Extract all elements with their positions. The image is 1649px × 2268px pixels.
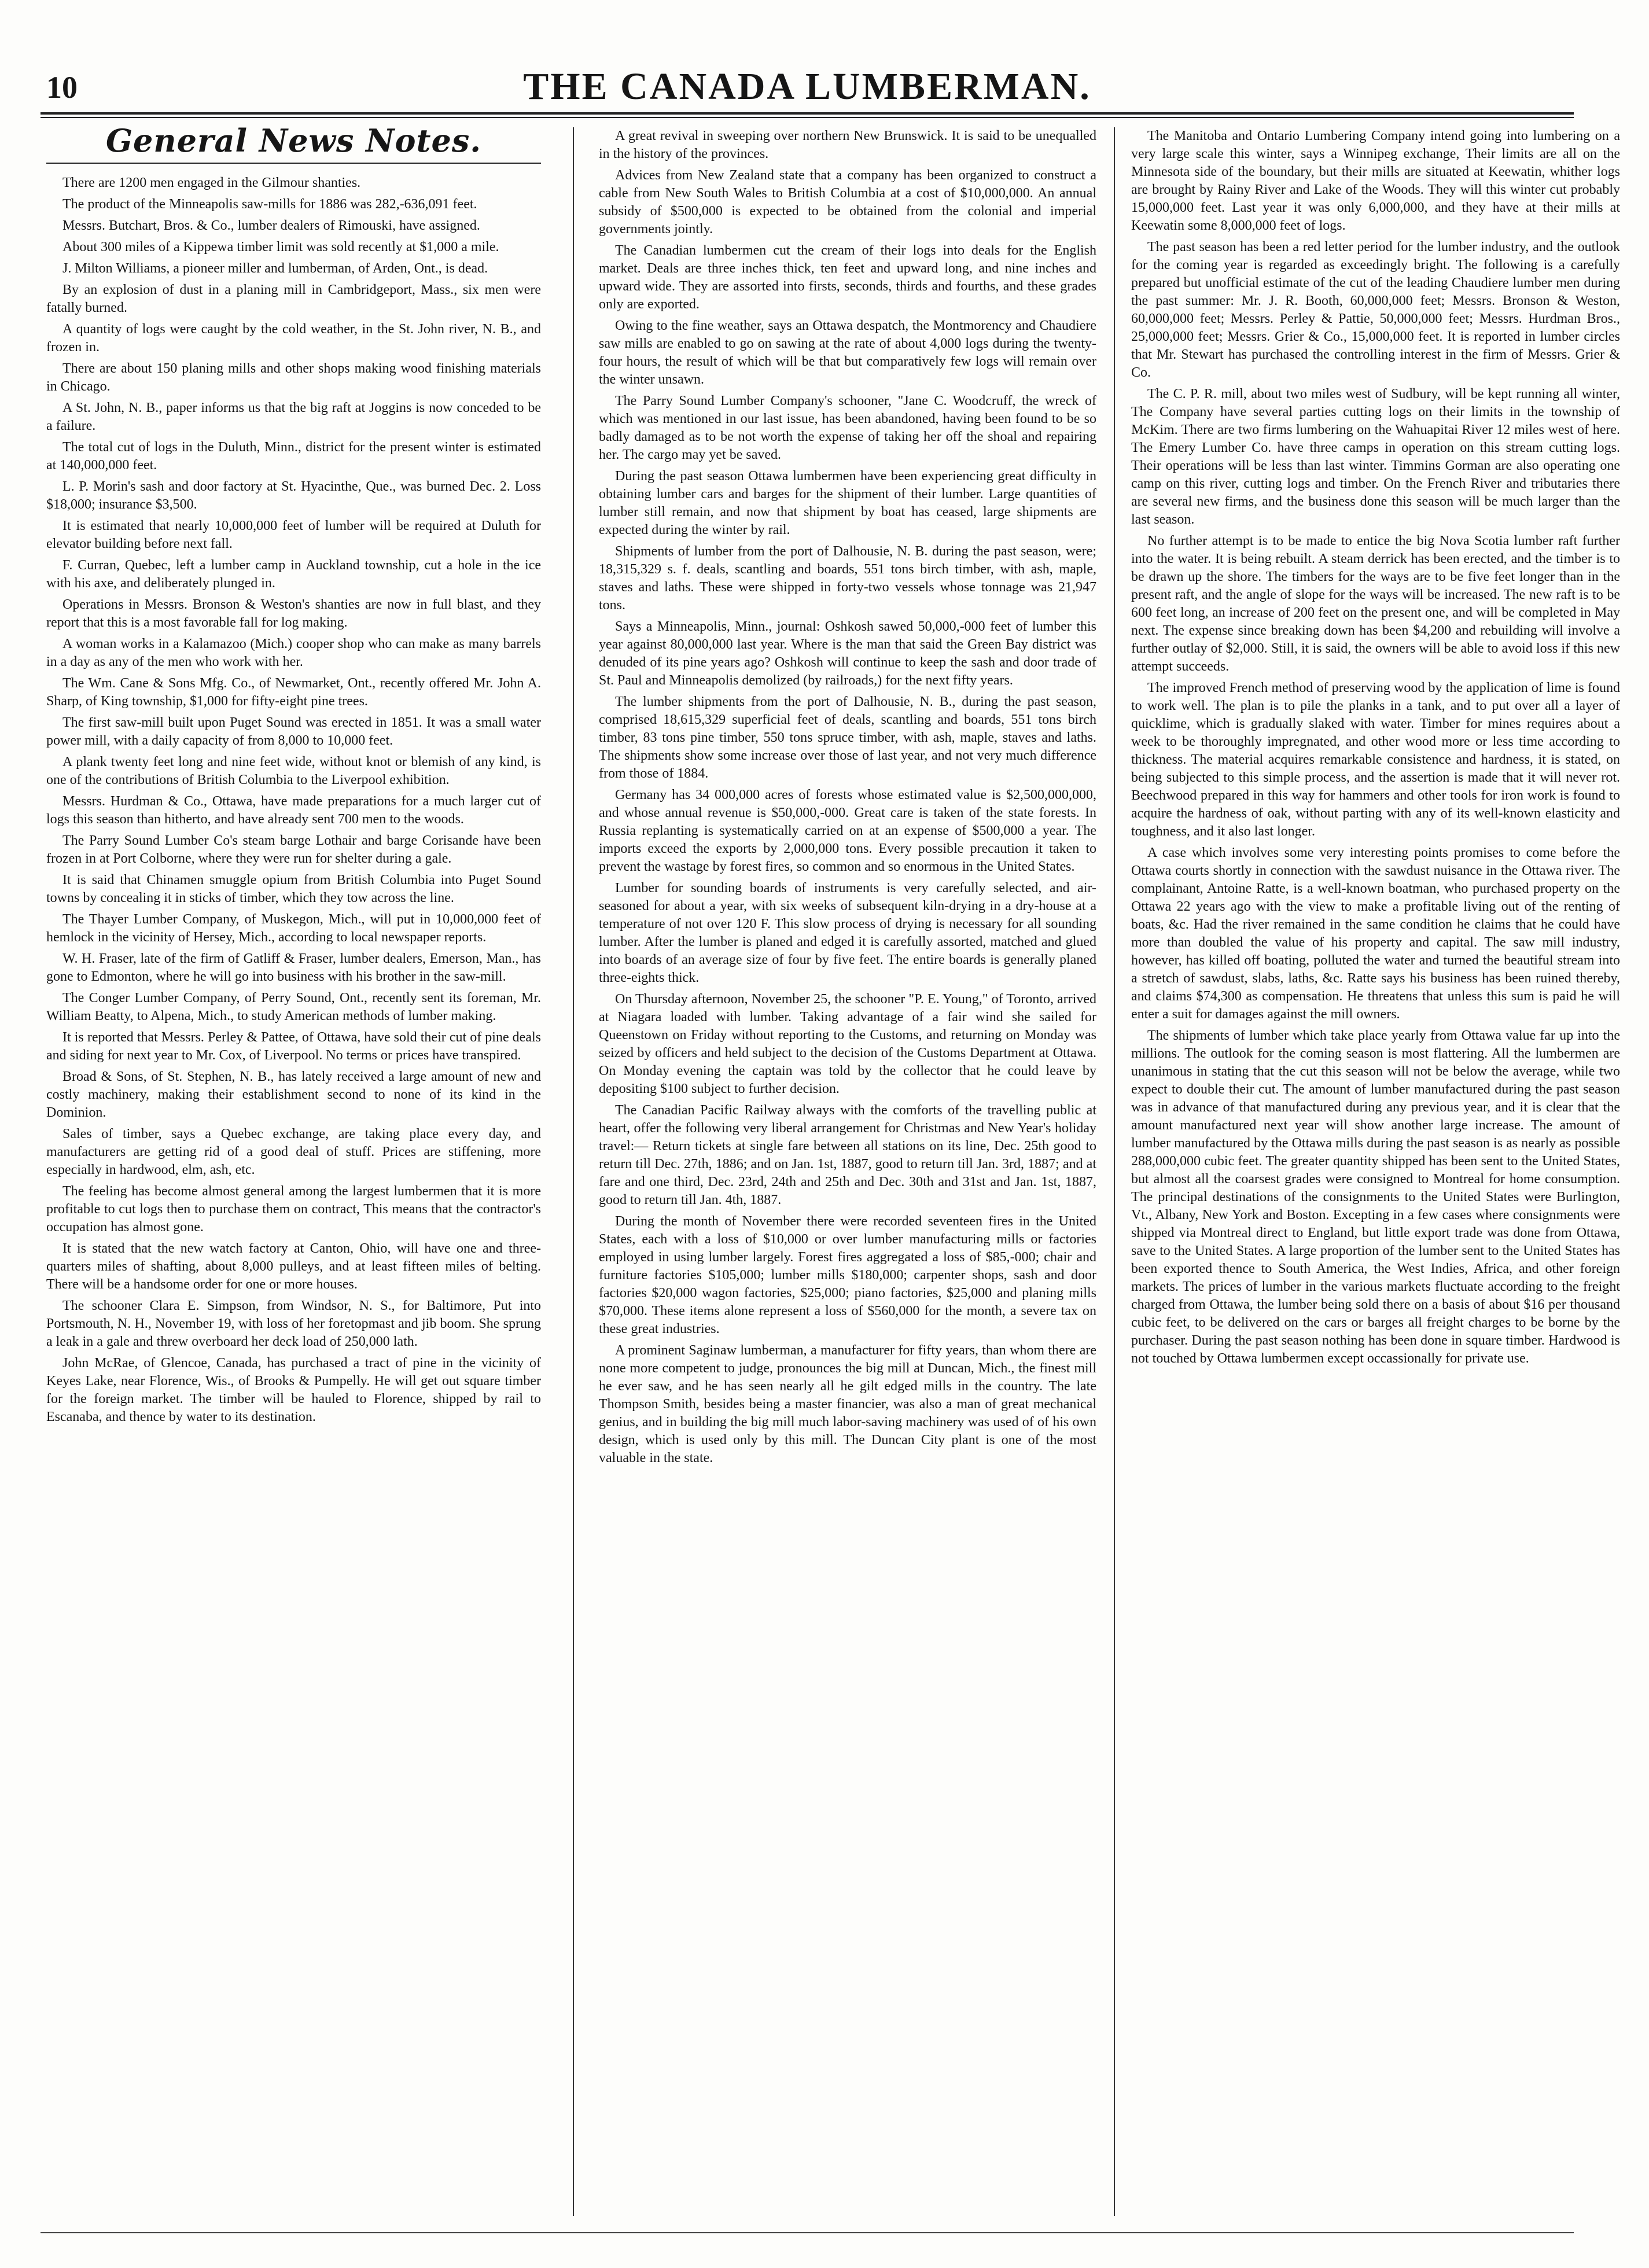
news-item: A great revival in sweeping over northern New Brunswick. It is said to be unequalled in the history of the provinces. (599, 128, 1096, 161)
news-item: During the month of November there were recorded seventeen fires in the United States, each with a loss of $10,000 or over lumber manufacturing mills or factories employed in using lumber largely. Forest fires aggregated a loss of $85,-000; chair and furniture factories $105,000; lumber mills $180,000; carpenter shops, sash and door factories $20,000 wagon factories, $25,000; piano factories, $25,000 and planing mills $70,000. These items alone represent a loss of $560,000 for the month, a severe tax on these great industries. (599, 1214, 1096, 1337)
news-item: The first saw-mill built upon Puget Sound was erected in 1851. It was a small water power mill, with a daily capacity of from 8,000 to 10,000 feet. (46, 715, 541, 748)
masthead-title: THE CANADA LUMBERMAN. (523, 65, 1091, 108)
news-item: It is reported that Messrs. Perley & Pattee, of Ottawa, have sold their cut of pine deals and siding for next year to Mr. Cox, of Liverpool. No terms or prices have transpired. (46, 1030, 541, 1063)
news-item: The Canadian Pacific Railway always with the comforts of the travelling public at heart, offer the following very liberal arrangement for Christmas and New Year's holiday travel:— Return tickets at single fare between all stations on its line, Dec. 25th good to return till Dec. 27th, 1886; and on Jan. 1st, 1887, good to return till Jan. 3rd, 1887; and at fare and one third, Dec. 23rd, 24th and 25th and Dec. 30th and 31st and Jan. 1st, 1887, good to return till Jan. 4th, 1887. (599, 1103, 1096, 1207)
news-item: The Thayer Lumber Company, of Muskegon, Mich., will put in 10,000,000 feet of hemlock in the vicinity of Hersey, Mich., according to local newspaper reports. (46, 912, 541, 945)
news-item: Shipments of lumber from the port of Dalhousie, N. B. during the past season, were; 18,315,329 s. f. deals, scantling and boards, 551 tons birch timber, with ash, maple, staves and laths. These were shipped in forty-two vessels whose tonnage was 21,947 tons. (599, 544, 1096, 613)
news-item: The Parry Sound Lumber Co's steam barge Lothair and barge Corisande have been frozen in at Port Colborne, where they were run for shelter during a gale. (46, 833, 541, 866)
news-item: By an explosion of dust in a planing mill in Cambridgeport, Mass., six men were fatally burned. (46, 282, 541, 315)
news-item: On Thursday afternoon, November 25, the schooner "P. E. Young," of Toronto, arrived at Niagara loaded with lumber. Taking advantage of a fair wind she sailed for Queenstown on Friday without reporting to the Customs, and returning on Monday was seized by officers and held subject to the decision of the Customs Department at Ottawa. On Monday evening the captain was told by the collector that he could leave by depositing $100 subject to further decision. (599, 992, 1096, 1096)
news-item: There are about 150 planing mills and other shops making wood finishing materials in Chicago. (46, 361, 541, 394)
news-item: Operations in Messrs. Bronson & Weston's shanties are now in full blast, and they report that this is a most favorable fall for log making. (46, 597, 541, 630)
footer-rule (41, 2232, 1574, 2233)
news-item: There are 1200 men engaged in the Gilmour shanties. (62, 175, 361, 190)
news-item: The Parry Sound Lumber Company's schooner, "Jane C. Woodcruff, the wreck of which was mentioned in our last issue, has been abandoned, having been found to be so badly damaged as to be not worth the expense of taking her off the shoal and repairing her. The cargo may yet be saved. (599, 393, 1096, 462)
news-item: The past season has been a red letter period for the lumber industry, and the outlook for the coming year is regarded as exceedingly bright. The following is a carefully prepared but unofficial estimate of the cut of the leading Chaudiere lumber men during the past summer: Mr. J. R. Booth, 60,000,000 feet; Messrs. Bronson & Weston, 60,000,000 feet; Messrs. Perley & Pattie, 50,000,000 feet; Messrs. Hurdman Bros., 25,000,000 feet; Messrs. Grier & Co., 15,000,000 feet. It is reported in lumber circles that Mr. Stewart has purchased the controlling interest in the firm of Messrs. Grier & Co. (1131, 240, 1620, 380)
news-item: A prominent Saginaw lumberman, a manufacturer for fifty years, than whom there are none more competent to judge, pronounces the big mill at Duncan, Mich., the finest mill he ever saw, and he has seen nearly all he gilt edged mills in the country. The late Thompson Smith, besides being a master financier, was also a man of great mechanical genius, and in building the big mill much labor-saving machinery was used of of his own design, which is used only by this mill. The Duncan City plant is one of the most valuable in the state. (599, 1343, 1096, 1466)
column-3 (1131, 127, 1620, 2222)
news-item: The feeling has become almost general among the largest lumbermen that it is more profitable to cut logs then to purchase them on contract, This means that the contractor's occupation has almost gone. (46, 1184, 541, 1235)
news-item: A St. John, N. B., paper informs us that the big raft at Joggins is now conceded to be a failure. (46, 400, 541, 433)
news-item: Advices from New Zealand state that a company has been organized to construct a cable from New South Wales to British Columbia at a cost of $10,000,000. An annual subsidy of $500,000 is expected to be obtained from the colonial and imperial governments jointly. (599, 168, 1096, 237)
news-item: The Canadian lumbermen cut the cream of their logs into deals for the English market. Deals are three inches thick, ten feet and upward long, and nine inches and upward wide. They are assorted into firsts, seconds, thirds and fourths, and these grades only are exported. (599, 243, 1096, 312)
news-item: A quantity of logs were caught by the cold weather, in the St. John river, N. B., and frozen in. (46, 322, 541, 355)
section-title: General News Notes. (105, 127, 482, 159)
news-item: The product of the Minneapolis saw-mills for 1886 was 282,-636,091 feet. (62, 197, 477, 212)
news-item: Broad & Sons, of St. Stephen, N. B., has lately received a large amount of new and costly machinery, making their establishment second to none of its kind in the Dominion. (46, 1069, 541, 1120)
news-item: Messrs. Hurdman & Co., Ottawa, have made preparations for a much larger cut of logs this season than hitherto, and have already sent 700 men to the woods. (46, 794, 541, 827)
news-item: Owing to the fine weather, says an Ottawa despatch, the Montmorency and Chaudiere saw mills are enabled to go on sawing at the rate of about 4,000 logs during the twenty-four hours, the result of which will be that but comparatively few logs will remain over the winter unsawn. (599, 318, 1096, 387)
header-rule-thin (41, 117, 1574, 118)
news-item: Says a Minneapolis, Minn., journal: Oshkosh sawed 50,000,-000 feet of lumber this year against 80,000,000 last year. Where is the man that said the Green Bay district was denuded of its pine years ago? Oshkosh will continue to keep the sash and door trade of St. Paul and Minneapolis demolized (by railroads,) for the next fifty years. (599, 619, 1096, 688)
column-divider (573, 127, 574, 2216)
news-item: The Wm. Cane & Sons Mfg. Co., of Newmarket, Ont., recently offered Mr. John A. Sharp, of King township, $1,000 for fifty-eight pine trees. (46, 676, 541, 709)
news-item: Sales of timber, says a Quebec exchange, are taking place every day, and manufacturers are getting rid of a good deal of stuff. Prices are stiffening, more especially in hardwood, elm, ash, etc. (46, 1126, 541, 1177)
section-title-rule (46, 163, 541, 164)
header-rule (41, 112, 1574, 115)
news-item: The total cut of logs in the Duluth, Minn., district for the present winter is estimated at 140,000,000 feet. (46, 440, 541, 473)
news-item: It is stated that the new watch factory at Canton, Ohio, will have one and three-quarters miles of shafting, about 8,000 pulleys, and at least fifteen miles of belting. There will be a handsome order for one or more houses. (46, 1241, 541, 1292)
news-item: It is estimated that nearly 10,000,000 feet of lumber will be required at Duluth for elevator building before next fall. (46, 518, 541, 551)
news-item: The Conger Lumber Company, of Perry Sound, Ont., recently sent its foreman, Mr. William Beatty, to Alpena, Mich., to study American methods of lumber making. (46, 991, 541, 1023)
news-item: During the past season Ottawa lumbermen have been experiencing great difficulty in obtaining lumber cars and barges for the shipment of their lumber. Large quantities of lumber still remain, and now that shipment by boat has ceased, large shipments are expected during the winter by rail. (599, 469, 1096, 537)
column-1 (46, 127, 541, 2222)
news-item: F. Curran, Quebec, left a lumber camp in Auckland township, cut a hole in the ice with his axe, and deliberately plunged in. (46, 558, 541, 591)
news-item: No further attempt is to be made to entice the big Nova Scotia lumber raft further into the water. It is being rebuilt. A steam derrick has been erected, and the timber is to be drawn up the shore. The timbers for the ways are to be five feet longer than in the present raft, and the angle of slope for the ways will be increased. The new raft is to be 600 feet long, an increase of 200 feet on the present one, and will be completed in May next. The expense since breaking down has been $4,200 and rebuilding will involve a further outlay of $2,000. Still, it is said, the owners will be able to avoid loss if this new attempt succeeds. (1131, 533, 1620, 674)
news-item: The improved French method of preserving wood by the application of lime is found to work well. The plan is to pile the planks in a tank, and to put over all a layer of quicklime, which is gradually slaked with water. Timber for mines requires about a week to be thoroughly impregnated, and other wood more or less time according to thickness. The material acquires remarkable consistence and hardness, it is stated, on being subjected to this simple process, and the assertion is made that it will never rot. Beechwood prepared in this way for hammers and other tools for iron work is found to acquire the hardness of oak, without parting with any of its well-known elasticity and toughness, and it also last longer. (1131, 680, 1620, 839)
news-item: W. H. Fraser, late of the firm of Gatliff & Fraser, lumber dealers, Emerson, Man., has gone to Edmonton, where he will go into business with his brother in the saw-mill. (46, 951, 541, 984)
news-item: The Manitoba and Ontario Lumbering Company intend going into lumbering on a very large scale this winter, says a Winnipeg exchange, Their limits are all on the Minnesota side of the boundary, but their mills are situated at Keewatin, whither logs are brought by Rainy River and Lake of the Woods. They will this winter cut probably 15,000,000 feet. Last year it was only 6,000,000, and they have at their mills at Keewatin some 8,000,000 feet of logs. (1131, 128, 1620, 233)
news-item: Germany has 34 000,000 acres of forests whose estimated value is $2,500,000,000, and whose annual revenue is $50,000,-000. Great care is taken of the state forests. In Russia replanting is systematically carried on at an expense of $500,000 a year. The imports exceed the exports by 2,000,000 tons. Every possible precaution it taken to prevent the wastage by forest fires, so common and so enormous in the United States. (599, 787, 1096, 874)
news-item: The shipments of lumber which take place yearly from Ottawa value far up into the millions. The outlook for the coming season is most flattering. All the lumbermen are unanimous in stating that the cut this season will not be below the average, while two expect to double their cut. The amount of lumber manufactured during the past season was in advance of that manufactured during any previous year, and it is clear that the amount manufactured next year will show another large increase. The amount of lumber manufactured by the Ottawa mills during the past season is as nearly as possible 288,000,000 cubic feet. The greater quantity shipped has been sent to the United States, but almost all the coarsest grades were consigned to Montreal for home consumption. The principal destinations of the consignments to the United States were Burlington, Vt., Albany, New York and Boston. Excepting in a few cases where consignments were shipped via Montreal direct to England, but little export trade was done from Ottawa, save to the United States. A large proportion of the lumber sent to the United States has been exported thence to South America, the West Indies, Africa, and other foreign markets. The prices of lumber in the various markets fluctuate according to the freight charged from Ottawa, the lumber being sold there on a basis of about $16 per thousand cubic feet, to be delivered on the cars or barges all freight charges to be borne by the purchaser. During the past season nothing has been done in square timber. Hardwood is not touched by Ottawa lumbermen except occassionally for private use. (1131, 1028, 1620, 1366)
news-item: A case which involves some very interesting points promises to come before the Ottawa courts shortly in connection with the sawdust nuisance in the Ottawa river. The complainant, Antoine Ratte, is a well-known boatman, who purchased property on the Ottawa 22 years ago with the view to make a profitable living out of the renting of boats, &c. Had the river remained in the same condition he claims that he could have more than doubled the value of his property and capital. The saw mill industry, however, has killed off boating, polluted the water and turned the beautiful stream into a stretch of sawdust, slabs, laths, &c. Ratte says his business has been ruined thereby, and claims $74,300 as compensation. He threatens that unless this sum is paid he will enter a suit for damages against the mill owners. (1131, 845, 1620, 1022)
page-number: 10 (46, 70, 78, 105)
news-item: Lumber for sounding boards of instruments is very carefully selected, and air-seasoned for about a year, with six weeks of subsequent kiln-drying in a dry-house at a temperature of not over 120 F. This slow process of drying is necessary for all sounding lumber. After the lumber is planed and edged it is carefully assorted, matched and glued into boards of an average size of four by five feet. The entire boards is generally planed three-eights thick. (599, 881, 1096, 985)
news-item: A woman works in a Kalamazoo (Mich.) cooper shop who can make as many barrels in a day as any of the men who work with her. (46, 636, 541, 669)
news-item: J. Milton Williams, a pioneer miller and lumberman, of Arden, Ont., is dead. (62, 261, 488, 276)
news-item: John McRae, of Glencoe, Canada, has purchased a tract of pine in the vicinity of Keyes Lake, near Florence, Wis., of Brooks & Pumpelly. He will get out square timber for the foreign market. The timber will be hauled to Florence, shipped by rail to Escanaba, and thence by water to its destination. (46, 1356, 541, 1424)
news-item: The schooner Clara E. Simpson, from Windsor, N. S., for Baltimore, Put into Portsmouth, N. H., November 19, with loss of her foretopmast and jib boom. She sprung a leak in a gale and threw overboard her deck load of 250,000 lath. (46, 1298, 541, 1349)
column-3-paragraphs (1131, 127, 1620, 1368)
news-item: A plank twenty feet long and nine feet wide, without knot or blemish of any kind, is one of the contributions of British Columbia to the Liverpool exhibition. (46, 754, 541, 787)
news-item: L. P. Morin's sash and door factory at St. Hyacinthe, Que., was burned Dec. 2. Loss $18,000; insurance $3,500. (46, 479, 541, 512)
column-1-paragraphs (46, 174, 541, 1426)
column-2-paragraphs (599, 127, 1096, 1467)
news-item: The C. P. R. mill, about two miles west of Sudbury, will be kept running all winter, The Company have several parties cutting logs on their limits in the township of McKim. There are two firms lumbering on the Wahuapitai River 12 miles west of here. The Emery Lumber Co. have three camps in operation on this stream cutting logs. Their operations will be less than last winter. Timmins Gorman are also operating one camp on this river, cutting logs and timber. On the French River and tributaries there are several new firms, and the business done this season will be much larger than the last season. (1131, 386, 1620, 527)
page-header (41, 65, 1574, 111)
column-2 (599, 127, 1096, 2222)
news-item: It is said that Chinamen smuggle opium from British Columbia into Puget Sound towns by concealing it in sticks of timber, which they tow across the line. (46, 872, 541, 905)
news-item: The lumber shipments from the port of Dalhousie, N. B., during the past season, comprised 18,615,329 superficial feet of deals, scantling and boards, 551 tons birch timber, 83 tons pine timber, 550 tons spruce timber, with ash, maple, staves and laths. The shipments show some increase over those of last year, and not very much difference from those of 1884. (599, 694, 1096, 781)
news-item: Messrs. Butchart, Bros. & Co., lumber dealers of Rimouski, have assigned. (62, 218, 480, 233)
news-item: About 300 miles of a Kippewa timber limit was sold recently at $1,000 a mile. (62, 240, 499, 255)
column-divider (1114, 127, 1115, 2216)
